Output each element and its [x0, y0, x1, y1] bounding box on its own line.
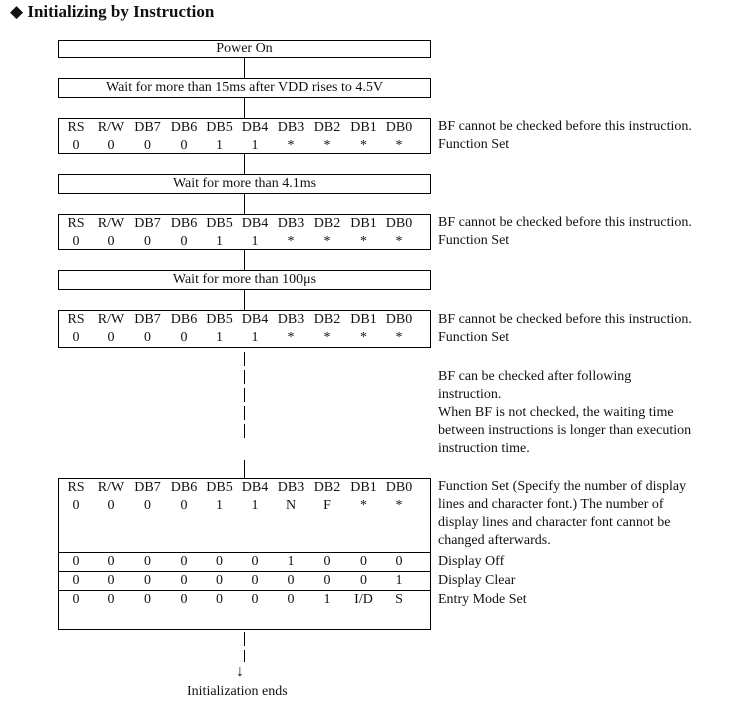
value-cell: 0 — [180, 330, 188, 345]
value-cell: 0 — [180, 498, 188, 513]
table-value-row — [59, 497, 430, 552]
note-bf-can-line2: instruction. — [438, 387, 502, 402]
note-function-set-final-line4: changed afterwards. — [438, 533, 551, 548]
table-value-row — [59, 329, 430, 347]
value-cell: N — [285, 498, 297, 513]
header-cell: DB2 — [313, 312, 341, 327]
value-cell: * — [360, 498, 367, 513]
table-value-row — [59, 233, 430, 251]
note-function-set-final-line1: Function Set (Specify the number of display — [438, 479, 687, 494]
header-cell: DB1 — [350, 312, 377, 327]
value-cell: 1 — [323, 592, 331, 607]
header-cell: DB7 — [134, 312, 161, 327]
connector-line — [244, 58, 245, 78]
value-cell: 0 — [323, 554, 331, 569]
header-cell: DB7 — [134, 480, 161, 495]
value-cell: 0 — [72, 498, 80, 513]
connector-line — [244, 424, 245, 438]
value-cell: 1 — [287, 554, 295, 569]
value-cell: 0 — [107, 592, 115, 607]
value-cell: 0 — [216, 592, 223, 607]
value-cell: 0 — [251, 573, 259, 588]
value-cell: 0 — [144, 573, 151, 588]
value-cell: 0 — [107, 498, 115, 513]
value-cell: 0 — [107, 138, 115, 153]
value-cell: 1 — [216, 138, 223, 153]
note-display-off: Display Off — [438, 554, 505, 569]
power-on-label: Power On — [216, 41, 273, 56]
header-cell: DB1 — [350, 216, 377, 231]
value-cell: 0 — [360, 573, 367, 588]
value-cell: 0 — [72, 573, 80, 588]
header-cell: DB7 — [134, 120, 161, 135]
header-cell: DB5 — [206, 216, 233, 231]
value-cell: * — [323, 330, 331, 345]
value-cell: * — [287, 138, 295, 153]
connector-line — [244, 290, 245, 310]
note-bf-can-line3: When BF is not checked, the waiting time — [438, 405, 674, 420]
note-function-set-final-line2: lines and character font.) The number of — [438, 497, 664, 512]
note-bf-can-line4: between instructions is longer than execution — [438, 423, 692, 438]
connector-line — [244, 406, 245, 420]
wait-label-3: Wait for more than 100μs — [172, 272, 317, 287]
table-header-row — [59, 311, 430, 329]
header-cell: DB1 — [350, 480, 377, 495]
note-function-set-final-line3: display lines and character font cannot be — [438, 515, 671, 530]
header-cell: DB4 — [241, 480, 269, 495]
value-cell: 0 — [72, 138, 80, 153]
value-cell: 0 — [180, 138, 188, 153]
value-cell: 0 — [216, 573, 223, 588]
note-function-set-1: Function Set — [438, 137, 510, 152]
header-cell: DB2 — [313, 480, 341, 495]
value-cell: 0 — [144, 234, 151, 249]
value-cell: 1 — [251, 330, 259, 345]
value-cell: * — [360, 234, 367, 249]
connector-line — [244, 650, 245, 662]
value-cell: * — [323, 234, 331, 249]
connector-line — [244, 388, 245, 402]
value-cell: * — [395, 330, 403, 345]
value-cell: 0 — [180, 592, 188, 607]
header-cell: DB4 — [241, 120, 269, 135]
value-cell: 0 — [107, 573, 115, 588]
value-cell: 0 — [72, 330, 80, 345]
header-cell: DB0 — [385, 120, 413, 135]
arrow-down-icon: ↓ — [236, 663, 244, 680]
connector-line — [244, 632, 245, 646]
note-bf-can-line5: instruction time. — [438, 441, 530, 456]
note-entry-mode: Entry Mode Set — [438, 592, 527, 607]
table-row-display-off — [59, 552, 430, 571]
value-cell: 1 — [395, 573, 403, 588]
header-cell: RS — [67, 216, 85, 231]
value-cell: * — [287, 234, 295, 249]
instruction-table-final — [58, 478, 431, 630]
connector-line — [244, 250, 245, 270]
note-bf-cannot-1: BF cannot be checked before this instruction. — [438, 119, 692, 134]
value-cell: 0 — [323, 573, 331, 588]
value-cell: 1 — [251, 138, 259, 153]
header-cell: DB0 — [385, 216, 413, 231]
value-cell: 0 — [144, 592, 151, 607]
value-cell: 1 — [216, 498, 223, 513]
value-cell: 1 — [251, 234, 259, 249]
table-value-row — [59, 137, 430, 155]
connector-line — [244, 98, 245, 118]
note-function-set-2: Function Set — [438, 233, 510, 248]
header-cell: DB2 — [313, 216, 341, 231]
diamond-bullet-icon: ◆ — [10, 2, 24, 21]
table-header-row — [59, 479, 430, 497]
value-cell: 0 — [72, 592, 80, 607]
connector-line — [244, 154, 245, 174]
header-cell: DB6 — [170, 480, 198, 495]
table-row-display-clear — [59, 571, 430, 590]
value-cell: S — [395, 592, 403, 607]
value-cell: F — [323, 498, 331, 513]
value-cell: 0 — [251, 592, 259, 607]
header-cell: DB4 — [241, 312, 269, 327]
section-title — [10, 2, 214, 22]
header-cell: DB4 — [241, 216, 269, 231]
header-cell: DB3 — [277, 216, 305, 231]
value-cell: 0 — [287, 573, 295, 588]
header-cell: DB0 — [385, 312, 413, 327]
header-cell: R/W — [97, 120, 125, 135]
connector-line — [244, 194, 245, 214]
value-cell: * — [360, 138, 367, 153]
value-cell: * — [323, 138, 331, 153]
header-cell: DB5 — [206, 312, 233, 327]
value-cell: 0 — [107, 554, 115, 569]
header-cell: DB2 — [313, 120, 341, 135]
instruction-table-1 — [58, 118, 431, 154]
wait-label-2: Wait for more than 4.1ms — [172, 176, 317, 191]
value-cell: 0 — [144, 554, 151, 569]
value-cell: 1 — [251, 498, 259, 513]
table-header-row — [59, 119, 430, 137]
connector-line — [244, 370, 245, 384]
value-cell: * — [360, 330, 367, 345]
header-cell: DB1 — [350, 120, 377, 135]
note-bf-cannot-3: BF cannot be checked before this instruction. — [438, 312, 692, 327]
instruction-table-2 — [58, 214, 431, 250]
note-bf-cannot-2: BF cannot be checked before this instruction. — [438, 215, 692, 230]
value-cell: 0 — [180, 234, 188, 249]
note-bf-can-line1: BF can be checked after following — [438, 369, 632, 384]
header-cell: RS — [67, 120, 85, 135]
value-cell: 1 — [216, 234, 223, 249]
value-cell: 0 — [144, 138, 151, 153]
header-cell: DB5 — [206, 120, 233, 135]
value-cell: 0 — [107, 234, 115, 249]
section-title-text: Initializing by Instruction — [27, 2, 215, 21]
wait-box-2 — [58, 174, 431, 194]
initialization-ends-label: Initialization ends — [187, 684, 288, 699]
value-cell: 0 — [180, 554, 188, 569]
value-cell: 1 — [216, 330, 223, 345]
table-header-row — [59, 215, 430, 233]
value-cell: 0 — [287, 592, 295, 607]
instruction-table-3 — [58, 310, 431, 348]
value-cell: I/D — [354, 592, 373, 607]
header-cell: DB6 — [170, 312, 198, 327]
value-cell: 0 — [360, 554, 367, 569]
header-cell: DB6 — [170, 216, 198, 231]
header-cell: R/W — [97, 216, 125, 231]
header-cell: DB3 — [277, 312, 305, 327]
wait-box-3 — [58, 270, 431, 290]
power-on-box — [58, 40, 431, 58]
value-cell: * — [287, 330, 295, 345]
value-cell: 0 — [107, 330, 115, 345]
header-cell: RS — [67, 312, 85, 327]
header-cell: DB6 — [170, 120, 198, 135]
value-cell: * — [395, 234, 403, 249]
value-cell: * — [395, 138, 403, 153]
value-cell: 0 — [251, 554, 259, 569]
wait-label-1: Wait for more than 15ms after VDD rises to 4.5V — [106, 80, 383, 95]
header-cell: DB3 — [277, 120, 305, 135]
value-cell: 0 — [395, 554, 403, 569]
value-cell: 0 — [180, 573, 188, 588]
header-cell: RS — [67, 480, 85, 495]
header-cell: DB7 — [134, 216, 161, 231]
note-display-clear: Display Clear — [438, 573, 516, 588]
header-cell: DB0 — [385, 480, 413, 495]
header-cell: R/W — [97, 480, 125, 495]
table-row-entry-mode — [59, 590, 430, 609]
connector-line — [244, 460, 245, 478]
header-cell: DB3 — [277, 480, 305, 495]
value-cell: 0 — [144, 498, 151, 513]
value-cell: 0 — [144, 330, 151, 345]
header-cell: R/W — [97, 312, 125, 327]
connector-line — [244, 352, 245, 366]
header-cell: DB5 — [206, 480, 233, 495]
value-cell: 0 — [72, 554, 80, 569]
note-function-set-3: Function Set — [438, 330, 510, 345]
wait-box-1 — [58, 78, 431, 98]
value-cell: 0 — [72, 234, 80, 249]
value-cell: * — [395, 498, 403, 513]
value-cell: 0 — [216, 554, 223, 569]
